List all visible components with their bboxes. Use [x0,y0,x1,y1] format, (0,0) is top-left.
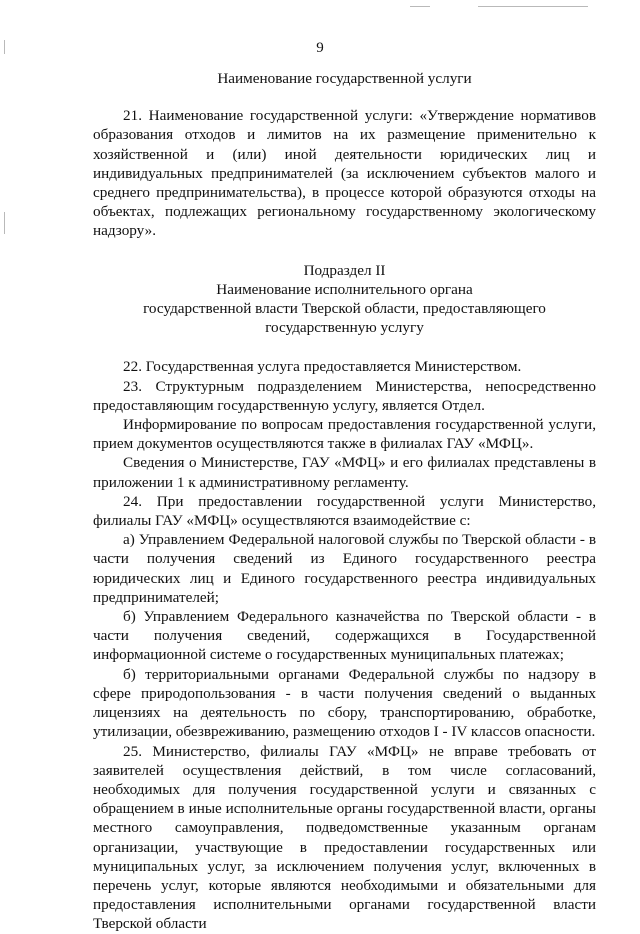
page-number: 9 [316,40,324,56]
scan-artifact [4,212,5,234]
section-heading: Наименование государственной услуги [217,70,472,87]
subsection-title-line: государственную услугу [265,319,424,337]
paragraph-21: 21. Наименование государственной услуги: «Утверждение нормативов образования отходов и лимитов на их размещение применительно к хозяйственной и (или) иной деятельности юридических лиц и индивидуальных предпринимателей (за исключением субъектов малого и среднего предпринимательства), в процессе которой образуются отходы на объектах, подлежащих региональному государственному экологическому надзору». [93,107,596,240]
paragraph-24-b: б) Управлением Федерального казначейства по Тверской области - в части получения сведений, содержащихся в Государственной информационной системе о государственных муниципальных платежах; [93,608,596,664]
paragraph-23-info: Сведения о Министерстве, ГАУ «МФЦ» и его филиалах представлены в приложении 1 к административному регламенту. [93,454,596,491]
scan-artifact [410,6,430,7]
subsection-title-line: Наименование исполнительного органа [216,280,473,298]
paragraph-24-c: б) территориальными органами Федеральной службы по надзору в сфере природопользования - в части получения сведений о выданных лицензиях на деятельность по сбору, транспортированию, обработке, утилизации, обезвреживанию, размещению отходов I - IV классов опасности. [93,665,596,741]
scan-artifact [478,6,588,7]
document-body [93,69,596,934]
paragraph-24: 24. При предоставлении государственной услуги Министерство, филиалы ГАУ «МФЦ» осуществляются взаимодействие с: [93,492,596,530]
paragraph-23-informing: Информирование по вопросам предоставления государственной услуги, прием документов осуществляются также в филиалах ГАУ «МФЦ». [93,416,596,453]
paragraph-22: 22. Государственная услуга предоставляется Министерством. [123,358,522,376]
paragraph-24-a: а) Управлением Федеральной налоговой службы по Тверской области - в части получения сведений из Единого государственного реестра юридических лиц и Единого государственного реестра индивидуальных предпринимателей; [93,531,596,606]
paragraph-23: 23. Структурным подразделением Министерства, непосредственно предоставляющим государственную услугу, является Отдел. [93,377,596,414]
subsection-title-line: государственной власти Тверской области, предоставляющего [143,300,546,318]
subsection-number: Подраздел II [303,261,386,279]
paragraph-25: 25. Министерство, филиалы ГАУ «МФЦ» не вправе требовать от заявителей осуществления действий, в том числе согласований, необходимых для получения государственной услуги и связанных с обращением в иные исполнительные органы государственной власти, органы местного самоуправления, подведомственные указанным органам организации, участвующие в предоставлении государственных или муниципальных услуг, за исключением получения услуг, включенных в перечень услуг, которые являются необходимыми и обязательными для предоставления исполнительными органами государственной власти Тверской области [93,742,596,933]
